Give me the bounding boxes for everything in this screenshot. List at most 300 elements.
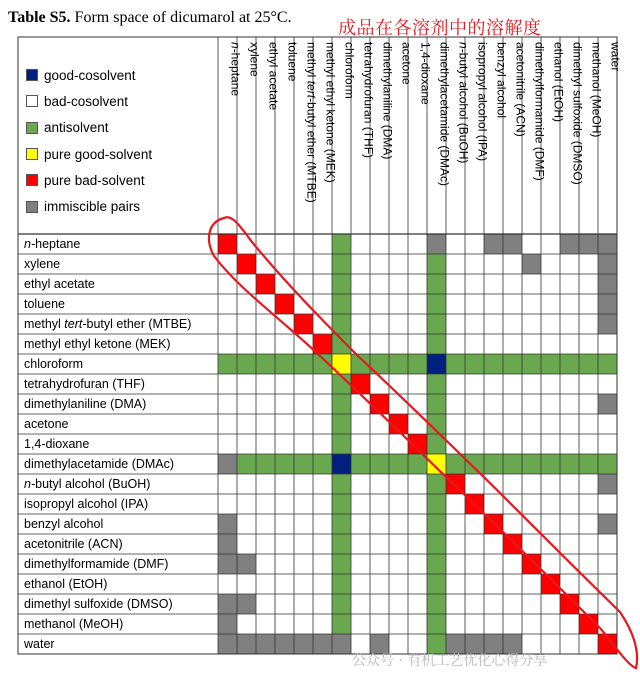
- matrix-cell: [503, 514, 522, 534]
- matrix-cell: [598, 354, 617, 374]
- matrix-cell: [275, 394, 294, 414]
- matrix-cell: [446, 394, 465, 414]
- matrix-cell: [579, 534, 598, 554]
- matrix-cell: [389, 294, 408, 314]
- matrix-cell: [332, 634, 351, 654]
- matrix-cell: [427, 234, 446, 254]
- matrix-cell: [294, 294, 313, 314]
- matrix-cell: [408, 534, 427, 554]
- matrix-cell: [351, 314, 370, 334]
- matrix-cell: [560, 534, 579, 554]
- matrix-cell: [484, 274, 503, 294]
- matrix-cell: [465, 494, 484, 514]
- matrix-cell: [541, 274, 560, 294]
- column-label: toluene: [285, 42, 300, 82]
- matrix-cell: [446, 574, 465, 594]
- matrix-cell: [522, 534, 541, 554]
- matrix-cell: [237, 574, 256, 594]
- matrix-cell: [465, 254, 484, 274]
- row-label: toluene: [24, 297, 66, 311]
- matrix-cell: [218, 594, 237, 614]
- matrix-cell: [560, 634, 579, 654]
- matrix-cell: [294, 554, 313, 574]
- matrix-cell: [332, 254, 351, 274]
- matrix-cell: [427, 314, 446, 334]
- matrix-cell: [351, 294, 370, 314]
- matrix-cell: [275, 594, 294, 614]
- matrix-cell: [579, 274, 598, 294]
- matrix-cell: [370, 274, 389, 294]
- matrix-cell: [408, 574, 427, 594]
- matrix-cell: [275, 414, 294, 434]
- matrix-cell: [522, 334, 541, 354]
- matrix-cell: [522, 514, 541, 534]
- matrix-cell: [256, 394, 275, 414]
- matrix-cell: [579, 454, 598, 474]
- matrix-cell: [579, 634, 598, 654]
- matrix-cell: [275, 294, 294, 314]
- row-label: chloroform: [24, 357, 84, 371]
- matrix-cell: [275, 434, 294, 454]
- matrix-cell: [541, 334, 560, 354]
- matrix-cell: [313, 634, 332, 654]
- matrix-cell: [332, 574, 351, 594]
- matrix-cell: [598, 634, 617, 654]
- matrix-cell: [218, 294, 237, 314]
- matrix-cell: [427, 594, 446, 614]
- matrix-cell: [408, 254, 427, 274]
- matrix-cell: [275, 534, 294, 554]
- matrix-cell: [408, 294, 427, 314]
- column-label: isopropyl alcohol (IPA): [475, 42, 490, 162]
- matrix-cell: [408, 394, 427, 414]
- matrix-cell: [313, 574, 332, 594]
- matrix-cell: [294, 414, 313, 434]
- matrix-cell: [541, 394, 560, 414]
- matrix-cell: [370, 474, 389, 494]
- matrix-cell: [389, 554, 408, 574]
- matrix-cell: [370, 294, 389, 314]
- matrix-cell: [332, 594, 351, 614]
- matrix-cell: [522, 434, 541, 454]
- matrix-cell: [541, 454, 560, 474]
- row-label: xylene: [24, 257, 61, 271]
- matrix-cell: [541, 234, 560, 254]
- matrix-cell: [332, 414, 351, 434]
- matrix-cell: [332, 334, 351, 354]
- matrix-cell: [256, 474, 275, 494]
- matrix-cell: [389, 474, 408, 494]
- matrix-cell: [218, 634, 237, 654]
- matrix-cell: [237, 474, 256, 494]
- matrix-cell: [522, 234, 541, 254]
- matrix-cell: [560, 474, 579, 494]
- matrix-cell: [541, 354, 560, 374]
- column-label: benzyl alcohol: [494, 42, 509, 119]
- matrix-cell: [275, 614, 294, 634]
- matrix-cell: [446, 554, 465, 574]
- matrix-cell: [446, 314, 465, 334]
- matrix-cell: [522, 454, 541, 474]
- matrix-cell: [579, 474, 598, 494]
- matrix-cell: [294, 514, 313, 534]
- row-label: dimethylaniline (DMA): [24, 397, 147, 411]
- matrix-cell: [446, 534, 465, 554]
- matrix-cell: [275, 514, 294, 534]
- matrix-cell: [313, 534, 332, 554]
- matrix-cell: [579, 374, 598, 394]
- matrix-cell: [256, 434, 275, 454]
- matrix-cell: [560, 594, 579, 614]
- matrix-cell: [579, 414, 598, 434]
- column-label: dimethylaniline (DMA): [380, 42, 395, 160]
- matrix-cell: [579, 574, 598, 594]
- matrix-cell: [541, 374, 560, 394]
- matrix-cell: [484, 454, 503, 474]
- column-label: ethyl acetate: [266, 42, 281, 111]
- matrix-cell: [541, 314, 560, 334]
- matrix-cell: [351, 494, 370, 514]
- matrix-cell: [503, 494, 522, 514]
- matrix-cell: [313, 474, 332, 494]
- matrix-cell: [503, 434, 522, 454]
- matrix-cell: [370, 434, 389, 454]
- matrix-cell: [446, 294, 465, 314]
- column-label: n-heptane: [228, 42, 243, 97]
- matrix-cell: [484, 434, 503, 454]
- matrix-cell: [275, 334, 294, 354]
- matrix-cell: [560, 434, 579, 454]
- matrix-cell: [294, 374, 313, 394]
- matrix-cell: [503, 594, 522, 614]
- matrix-cell: [332, 374, 351, 394]
- matrix-cell: [218, 614, 237, 634]
- matrix-cell: [332, 354, 351, 374]
- matrix-cell: [522, 274, 541, 294]
- matrix-cell: [598, 374, 617, 394]
- matrix-cell: [541, 414, 560, 434]
- matrix-cell: [332, 234, 351, 254]
- matrix-cell: [237, 594, 256, 614]
- matrix-cell: [351, 554, 370, 574]
- matrix-cell: [579, 334, 598, 354]
- matrix-cell: [294, 454, 313, 474]
- matrix-cell: [389, 534, 408, 554]
- matrix-cell: [370, 414, 389, 434]
- matrix-cell: [351, 354, 370, 374]
- matrix-cell: [256, 574, 275, 594]
- matrix-cell: [313, 494, 332, 514]
- matrix-cell: [237, 394, 256, 414]
- matrix-cell: [484, 534, 503, 554]
- matrix-cell: [408, 234, 427, 254]
- matrix-cell: [218, 254, 237, 274]
- matrix-cell: [389, 274, 408, 294]
- matrix-cell: [256, 374, 275, 394]
- matrix-cell: [465, 454, 484, 474]
- matrix-cell: [427, 454, 446, 474]
- matrix-cell: [370, 534, 389, 554]
- matrix-cell: [465, 474, 484, 494]
- matrix-cell: [560, 314, 579, 334]
- matrix-cell: [218, 274, 237, 294]
- matrix-cell: [370, 314, 389, 334]
- matrix-cell: [408, 614, 427, 634]
- matrix-cell: [465, 234, 484, 254]
- matrix-cell: [503, 614, 522, 634]
- matrix-cell: [598, 534, 617, 554]
- matrix-cell: [465, 294, 484, 314]
- matrix-cell: [256, 414, 275, 434]
- matrix-cell: [256, 494, 275, 514]
- matrix-cell: [370, 254, 389, 274]
- row-label: n-heptane: [24, 237, 81, 251]
- matrix-cell: [351, 274, 370, 294]
- matrix-cell: [465, 534, 484, 554]
- matrix-cell: [218, 494, 237, 514]
- matrix-cell: [598, 274, 617, 294]
- matrix-cell: [522, 254, 541, 274]
- matrix-cell: [370, 594, 389, 614]
- matrix-cell: [313, 554, 332, 574]
- matrix-cell: [541, 594, 560, 614]
- legend-label: bad-cosolvent: [44, 93, 129, 109]
- matrix-cell: [218, 394, 237, 414]
- matrix-cell: [351, 614, 370, 634]
- column-label: chloroform: [342, 42, 357, 99]
- column-label: methyl ethyl ketone (MEK): [323, 42, 338, 183]
- matrix-cell: [332, 474, 351, 494]
- matrix-cell: [484, 414, 503, 434]
- matrix-cell: [275, 314, 294, 334]
- matrix-cell: [370, 234, 389, 254]
- matrix-cell: [389, 414, 408, 434]
- matrix-cell: [237, 314, 256, 334]
- matrix-cell: [579, 294, 598, 314]
- matrix-cell: [579, 234, 598, 254]
- matrix-cell: [522, 354, 541, 374]
- matrix-cell: [446, 274, 465, 294]
- column-label: methanol (MeOH): [589, 42, 604, 138]
- matrix-cell: [370, 614, 389, 634]
- matrix-cell: [237, 534, 256, 554]
- matrix-cell: [313, 594, 332, 614]
- matrix-cell: [465, 614, 484, 634]
- row-label: tetrahydrofuran (THF): [24, 377, 145, 391]
- matrix-cell: [294, 634, 313, 654]
- matrix-cell: [560, 274, 579, 294]
- matrix-cell: [237, 494, 256, 514]
- row-label: dimethyl sulfoxide (DMSO): [24, 597, 173, 611]
- matrix-cell: [465, 274, 484, 294]
- matrix-cell: [560, 494, 579, 514]
- matrix-cell: [598, 514, 617, 534]
- matrix-cell: [427, 334, 446, 354]
- matrix-cell: [218, 514, 237, 534]
- matrix-cell: [389, 354, 408, 374]
- column-label: dimethylacetamide (DMAc): [437, 42, 452, 187]
- matrix-cell: [313, 314, 332, 334]
- matrix-cell: [294, 434, 313, 454]
- matrix-cell: [389, 454, 408, 474]
- matrix-cell: [389, 314, 408, 334]
- matrix-cell: [522, 574, 541, 594]
- matrix-cell: [484, 394, 503, 414]
- matrix-cell: [465, 574, 484, 594]
- matrix-cell: [218, 334, 237, 354]
- matrix-cell: [332, 294, 351, 314]
- matrix-cell: [351, 514, 370, 534]
- matrix-cell: [446, 254, 465, 274]
- handwritten-annotation-text: 成品在各溶剂中的溶解度: [338, 18, 542, 39]
- matrix-cell: [256, 294, 275, 314]
- row-label: isopropyl alcohol (IPA): [24, 497, 149, 511]
- matrix-cell: [484, 594, 503, 614]
- row-label: acetonitrile (ACN): [24, 537, 123, 551]
- matrix-cell: [313, 414, 332, 434]
- matrix-cell: [332, 514, 351, 534]
- matrix-cell: [294, 594, 313, 614]
- matrix-cell: [294, 474, 313, 494]
- row-label: water: [24, 637, 55, 651]
- matrix-cell: [389, 434, 408, 454]
- matrix-cell: [313, 354, 332, 374]
- matrix-cell: [351, 474, 370, 494]
- matrix-cell: [389, 334, 408, 354]
- matrix-cell: [598, 394, 617, 414]
- matrix-cell: [560, 354, 579, 374]
- matrix-cell: [579, 514, 598, 534]
- row-label: benzyl alcohol: [24, 517, 104, 531]
- matrix-cell: [351, 374, 370, 394]
- matrix-cell: [560, 374, 579, 394]
- matrix-cell: [427, 254, 446, 274]
- matrix-cell: [598, 314, 617, 334]
- matrix-cell: [256, 314, 275, 334]
- matrix-cell: [522, 374, 541, 394]
- matrix-cell: [427, 414, 446, 434]
- matrix-cell: [503, 314, 522, 334]
- matrix-cell: [313, 454, 332, 474]
- matrix-cell: [370, 574, 389, 594]
- matrix-cell: [218, 554, 237, 574]
- column-label: ethanol (EtOH): [551, 42, 566, 123]
- matrix-cell: [256, 274, 275, 294]
- matrix-cell: [275, 354, 294, 374]
- column-label: methyl tert-butyl ether (MTBE): [304, 42, 319, 203]
- matrix-cell: [560, 514, 579, 534]
- column-label: xylene: [247, 42, 262, 77]
- matrix-cell: [256, 254, 275, 274]
- matrix-cell: [256, 454, 275, 474]
- matrix-cell: [351, 414, 370, 434]
- matrix-cell: [294, 234, 313, 254]
- matrix-cell: [427, 374, 446, 394]
- matrix-cell: [351, 334, 370, 354]
- matrix-cell: [579, 354, 598, 374]
- matrix-cell: [598, 434, 617, 454]
- legend-label: immiscible pairs: [44, 199, 141, 215]
- matrix-cell: [427, 554, 446, 574]
- matrix-cell: [446, 614, 465, 634]
- matrix-cell: [256, 354, 275, 374]
- matrix-cell: [332, 494, 351, 514]
- matrix-cell: [389, 394, 408, 414]
- matrix-cell: [427, 394, 446, 414]
- matrix-cell: [389, 374, 408, 394]
- matrix-cell: [218, 534, 237, 554]
- matrix-cell: [332, 274, 351, 294]
- matrix-cell: [256, 234, 275, 254]
- matrix-cell: [484, 354, 503, 374]
- column-label: acetonitrile (ACN): [513, 42, 528, 137]
- matrix-cell: [522, 294, 541, 314]
- matrix-cell: [351, 534, 370, 554]
- matrix-cell: [427, 534, 446, 554]
- matrix-cell: [351, 574, 370, 594]
- matrix-cell: [541, 434, 560, 454]
- matrix-cell: [408, 514, 427, 534]
- matrix-cell: [275, 474, 294, 494]
- matrix-cell: [522, 594, 541, 614]
- matrix-cell: [275, 494, 294, 514]
- matrix-cell: [237, 254, 256, 274]
- matrix-cell: [427, 514, 446, 534]
- matrix-cell: [313, 374, 332, 394]
- matrix-cell: [503, 354, 522, 374]
- matrix-cell: [579, 314, 598, 334]
- matrix-cell: [560, 234, 579, 254]
- matrix-cell: [275, 574, 294, 594]
- matrix-cell: [541, 474, 560, 494]
- matrix-cell: [446, 594, 465, 614]
- matrix-cell: [408, 594, 427, 614]
- matrix-cell: [522, 394, 541, 414]
- matrix-cell: [579, 554, 598, 574]
- matrix-cell: [465, 394, 484, 414]
- matrix-cell: [218, 454, 237, 474]
- matrix-cell: [275, 274, 294, 294]
- matrix-cell: [256, 334, 275, 354]
- matrix-cell: [256, 534, 275, 554]
- matrix-cell: [598, 494, 617, 514]
- matrix-cell: [237, 414, 256, 434]
- matrix-cell: [484, 574, 503, 594]
- matrix-cell: [503, 234, 522, 254]
- matrix-cell: [370, 514, 389, 534]
- matrix-cell: [484, 614, 503, 634]
- matrix-cell: [560, 614, 579, 634]
- matrix-cell: [408, 354, 427, 374]
- matrix-cell: [465, 594, 484, 614]
- matrix-cell: [237, 554, 256, 574]
- matrix-cell: [389, 514, 408, 534]
- matrix-cell: [389, 594, 408, 614]
- matrix-cell: [541, 514, 560, 534]
- matrix-cell: [579, 434, 598, 454]
- row-label: dimethylacetamide (DMAc): [24, 457, 175, 471]
- matrix-cell: [332, 314, 351, 334]
- matrix-cell: [503, 414, 522, 434]
- matrix-cell: [237, 634, 256, 654]
- matrix-cell: [446, 354, 465, 374]
- matrix-cell: [313, 254, 332, 274]
- matrix-cell: [560, 454, 579, 474]
- matrix-cell: [522, 554, 541, 574]
- matrix-cell: [541, 494, 560, 514]
- matrix-cell: [294, 254, 313, 274]
- matrix-cell: [484, 474, 503, 494]
